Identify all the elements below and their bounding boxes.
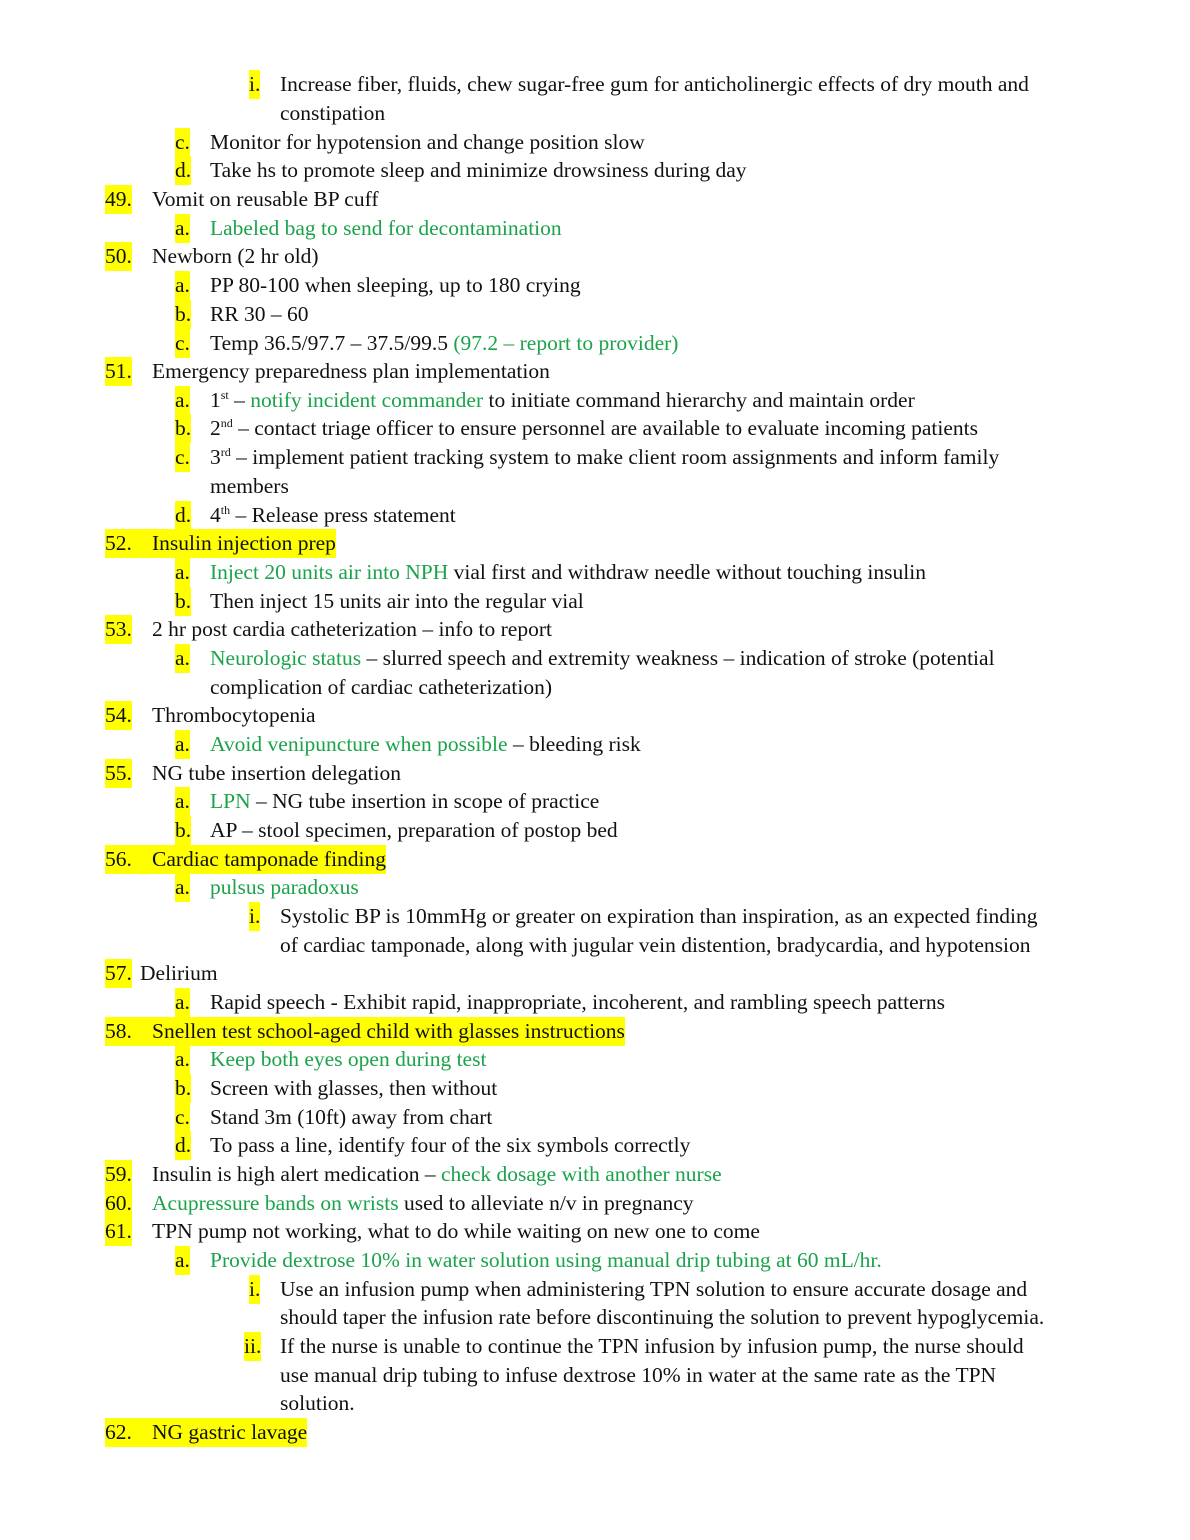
item-title: NG tube insertion delegation [152, 761, 401, 785]
list-item [0, 988, 1190, 1017]
list-item [0, 414, 1190, 443]
key-answer: Labeled bag to send for decontamination [210, 216, 562, 240]
list-item [0, 128, 1190, 157]
list-text: AP – stool specimen, preparation of postop bed [210, 818, 618, 842]
list-item-continuation [0, 931, 1190, 960]
list-marker: a. [175, 558, 190, 587]
list-text [210, 558, 926, 587]
list-item [0, 873, 1190, 902]
list-text-plain: – bleeding risk [507, 732, 641, 756]
item-number: 56. [105, 845, 154, 874]
list-text [210, 329, 678, 358]
list-text-plain: used to alleviate n/v in pregnancy [398, 1191, 694, 1215]
key-answer: Keep both eyes open during test [210, 1047, 487, 1071]
numbered-item [0, 1017, 1190, 1046]
list-marker: c. [175, 128, 190, 157]
item-number: 58. [105, 1017, 154, 1046]
numbered-item [0, 845, 1190, 874]
list-text: If the nurse is unable to continue the TPN infusion by infusion pump, the nurse should [280, 1334, 1024, 1358]
list-text-plain: – NG tube insertion in scope of practice [250, 789, 600, 813]
ordinal-number: 2 [210, 416, 221, 440]
list-text: Then inject 15 units air into the regular vial [210, 589, 584, 613]
numbered-item [0, 242, 1190, 271]
numbered-item [0, 357, 1190, 386]
item-title: 2 hr post cardia catheterization – info to report [152, 617, 552, 641]
list-marker: i. [249, 70, 260, 99]
item-number: 49. [105, 185, 132, 214]
ordinal-suffix: nd [220, 416, 233, 430]
list-marker: ii. [244, 1332, 261, 1361]
list-text: Increase fiber, fluids, chew sugar-free gum for anticholinergic effects of dry mouth and [280, 72, 1029, 96]
key-answer: pulsus paradoxus [210, 875, 359, 899]
list-text: use manual drip tubing to infuse dextrose 10% in water at the same rate as the TPN [280, 1363, 997, 1387]
list-item [0, 902, 1190, 931]
item-number: 57. [105, 959, 132, 988]
item-title: NG gastric lavage [152, 1418, 307, 1447]
numbered-item [0, 185, 1190, 214]
list-item-continuation [0, 472, 1190, 501]
list-item [0, 1131, 1190, 1160]
list-text: Systolic BP is 10mmHg or greater on expiration than inspiration, as an expected finding [280, 904, 1038, 928]
item-number: 52. [105, 529, 154, 558]
list-text-plain: – Release press statement [230, 503, 456, 527]
item-title: Cardiac tamponade finding [152, 845, 386, 874]
list-marker: b. [175, 414, 191, 443]
list-marker: a. [175, 873, 190, 902]
list-text: Screen with glasses, then without [210, 1076, 498, 1100]
list-item [0, 214, 1190, 243]
list-text-plain: Temp 36.5/97.7 – 37.5/99.5 [210, 331, 454, 355]
list-text [210, 644, 995, 673]
item-title: Emergency preparedness plan implementation [152, 359, 550, 383]
key-answer: (97.2 – report to provider) [453, 331, 679, 355]
list-marker: i. [249, 902, 260, 931]
list-item [0, 1103, 1190, 1132]
list-text: solution. [280, 1391, 355, 1415]
list-marker: a. [175, 271, 190, 300]
list-marker: i. [249, 1275, 260, 1304]
list-marker: b. [175, 816, 191, 845]
list-marker: a. [175, 1045, 190, 1074]
list-marker: b. [175, 587, 191, 616]
list-marker: c. [175, 329, 190, 358]
list-item [0, 644, 1190, 673]
list-item-continuation [0, 1361, 1190, 1390]
list-item [0, 501, 1190, 530]
list-text-plain: – [228, 388, 251, 412]
list-text: RR 30 – 60 [210, 302, 309, 326]
item-number: 53. [105, 615, 132, 644]
list-item-continuation [0, 673, 1190, 702]
numbered-item [0, 1160, 1190, 1189]
list-marker: a. [175, 787, 190, 816]
numbered-item [0, 701, 1190, 730]
key-answer: LPN [210, 789, 251, 813]
list-item [0, 1246, 1190, 1275]
key-answer: Inject 20 units air into NPH [210, 560, 449, 584]
key-answer: check dosage with another nurse [441, 1162, 722, 1186]
list-item [0, 386, 1190, 415]
item-title: Thrombocytopenia [152, 703, 316, 727]
list-marker: d. [175, 156, 191, 185]
list-text: Take hs to promote sleep and minimize drowsiness during day [210, 158, 747, 182]
list-item [0, 730, 1190, 759]
list-text: members [210, 474, 289, 498]
list-marker: a. [175, 988, 190, 1017]
list-item [0, 787, 1190, 816]
list-text: of cardiac tamponade, along with jugular vein distention, bradycardia, and hypotension [280, 933, 1031, 957]
ordinal-suffix: st [220, 388, 229, 402]
list-text [210, 414, 978, 443]
list-text: PP 80-100 when sleeping, up to 180 crying [210, 273, 581, 297]
list-marker: b. [175, 1074, 191, 1103]
list-item [0, 1275, 1190, 1304]
item-number: 51. [105, 357, 132, 386]
item-title [152, 1160, 722, 1189]
key-answer: notify incident commander [250, 388, 484, 412]
list-text-plain: – slurred speech and extremity weakness – indication of stroke (potential [361, 646, 995, 670]
key-answer: Acupressure bands on wrists [152, 1191, 399, 1215]
list-text [210, 386, 915, 415]
list-item [0, 1074, 1190, 1103]
list-text [210, 787, 599, 816]
list-text [210, 501, 456, 530]
list-item [0, 70, 1190, 99]
key-answer: Avoid venipuncture when possible [210, 732, 508, 756]
list-text-plain: – contact triage officer to ensure personnel are available to evaluate incoming patients [232, 416, 978, 440]
list-marker: d. [175, 1131, 191, 1160]
list-marker: c. [175, 1103, 190, 1132]
list-text: constipation [280, 101, 386, 125]
list-text: Use an infusion pump when administering TPN solution to ensure accurate dosage and [280, 1277, 1028, 1301]
list-marker: a. [175, 214, 190, 243]
key-answer: Neurologic status [210, 646, 362, 670]
item-title: Snellen test school-aged child with glasses instructions [152, 1017, 625, 1046]
item-number: 50. [105, 242, 132, 271]
numbered-item [0, 759, 1190, 788]
item-number: 55. [105, 759, 132, 788]
item-number: 54. [105, 701, 132, 730]
numbered-item [0, 529, 1190, 558]
ordinal-suffix: rd [220, 445, 231, 459]
list-item-continuation [0, 1303, 1190, 1332]
list-text-plain: vial first and withdraw needle without touching insulin [448, 560, 926, 584]
item-title: Insulin injection prep [152, 529, 336, 558]
list-item [0, 587, 1190, 616]
item-title: TPN pump not working, what to do while waiting on new one to come [152, 1219, 760, 1243]
list-marker: a. [175, 1246, 190, 1275]
list-marker: b. [175, 300, 191, 329]
numbered-item [0, 615, 1190, 644]
list-text: Stand 3m (10ft) away from chart [210, 1105, 493, 1129]
key-answer: Provide dextrose 10% in water solution using manual drip tubing at 60 mL/hr. [210, 1248, 882, 1272]
list-item [0, 300, 1190, 329]
numbered-item [0, 959, 1190, 988]
list-text [210, 443, 999, 472]
list-item [0, 271, 1190, 300]
list-item [0, 558, 1190, 587]
item-title: Delirium [140, 961, 218, 985]
list-text [210, 730, 641, 759]
list-marker: c. [175, 443, 190, 472]
numbered-item [0, 1189, 1190, 1218]
list-text: should taper the infusion rate before discontinuing the solution to prevent hypoglycemia. [280, 1305, 1045, 1329]
list-item [0, 443, 1190, 472]
list-text: To pass a line, identify four of the six symbols correctly [210, 1133, 691, 1157]
list-item [0, 1045, 1190, 1074]
item-title: Newborn (2 hr old) [152, 244, 319, 268]
item-number: 60. [105, 1189, 132, 1218]
numbered-item [0, 1418, 1190, 1447]
list-marker: a. [175, 386, 190, 415]
item-title [152, 1189, 694, 1218]
list-item-continuation [0, 99, 1190, 128]
item-title: Vomit on reusable BP cuff [152, 187, 379, 211]
list-marker: a. [175, 730, 190, 759]
list-text-plain: to initiate command hierarchy and maintain order [483, 388, 915, 412]
list-item [0, 329, 1190, 358]
list-marker: d. [175, 501, 191, 530]
list-item [0, 1332, 1190, 1361]
ordinal-number: 4 [210, 503, 221, 527]
list-item [0, 156, 1190, 185]
list-marker: a. [175, 644, 190, 673]
list-text-plain: Insulin is high alert medication – [152, 1162, 442, 1186]
list-text: Rapid speech - Exhibit rapid, inappropriate, incoherent, and rambling speech patterns [210, 990, 945, 1014]
item-number: 59. [105, 1160, 132, 1189]
numbered-item [0, 1217, 1190, 1246]
list-text-plain: – implement patient tracking system to make client room assignments and inform family [230, 445, 1000, 469]
item-number: 61. [105, 1217, 132, 1246]
list-item-continuation [0, 1389, 1190, 1418]
list-text: Monitor for hypotension and change position slow [210, 130, 645, 154]
item-number: 62. [105, 1418, 154, 1447]
ordinal-number: 3 [210, 445, 221, 469]
list-text: complication of cardiac catheterization) [210, 675, 553, 699]
list-item [0, 816, 1190, 845]
ordinal-suffix: th [220, 503, 231, 517]
ordinal-number: 1 [210, 388, 221, 412]
